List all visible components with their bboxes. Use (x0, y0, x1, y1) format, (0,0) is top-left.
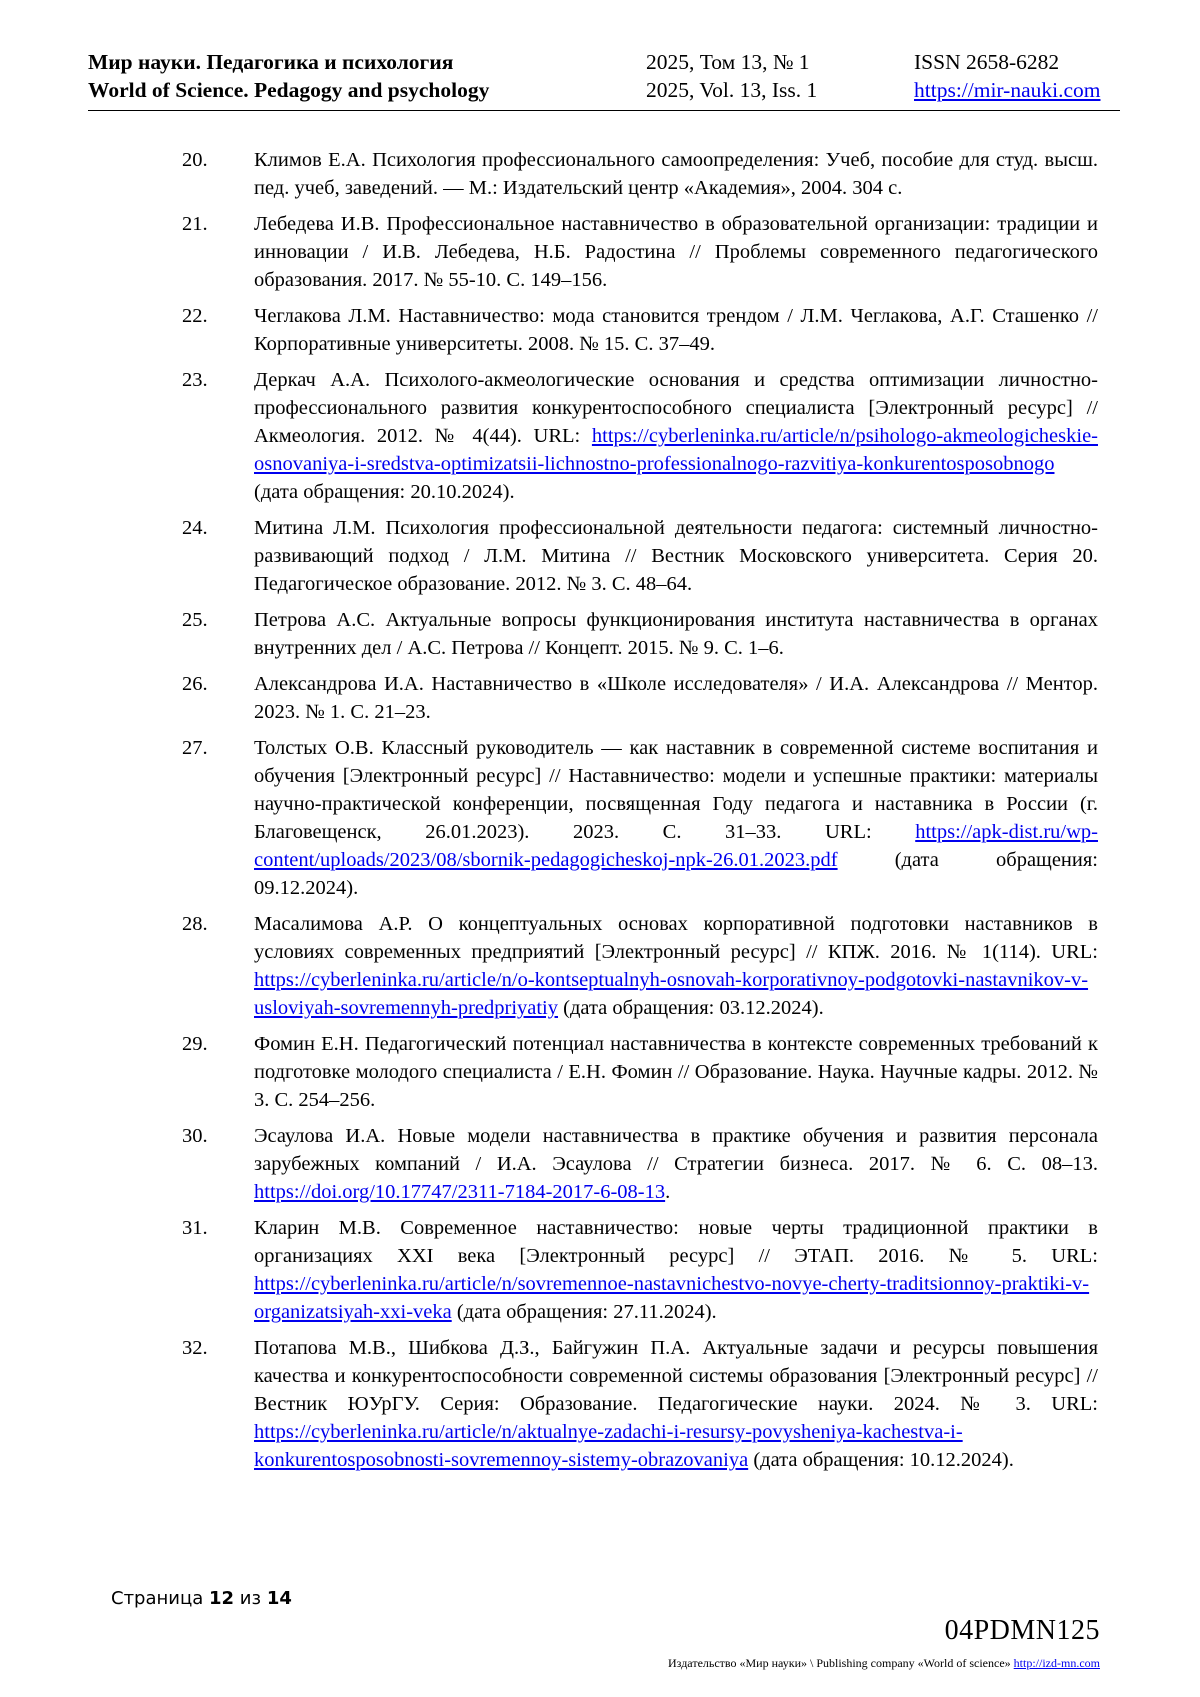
reference-body: Митина Л.М. Психология профессиональной деятельности педагога: системный личностно-развивающий подход / Л.М. Митина // Вестник Московского университета. Серия 20. Педагогическое образование. 2012. № 3. С. 48–64. (254, 517, 1098, 595)
reference-number: 26. (182, 673, 208, 695)
issue-en: 2025, Vol. 13, Iss. 1 (646, 78, 818, 102)
reference-body: Александрова И.А. Наставничество в «Школе исследователя» / И.А. Александрова // Ментор. 2023. № 1. С. 21–23. (254, 673, 1098, 723)
header-row-ru (88, 48, 1120, 76)
reference-number: 24. (182, 517, 208, 539)
reference-body: Деркач А.А. Психолого-акмеологические основания и средства оптимизации личностно-профессионального развития конкурентоспособного специалиста [Электронный ресурс] // Акмеология. 2012. № 4(44). URL: (254, 369, 1098, 447)
reference-body: Климов Е.А. Психология профессионального самоопределения: Учеб, пособие для студ. высш. пед. учеб, заведений. — М.: Издательский центр «Академия», 2004. 304 с. (254, 149, 1098, 199)
journal-title-ru: Мир науки. Педагогика и психология (88, 50, 454, 74)
reference-item (0, 670, 1200, 726)
reference-item (0, 146, 1200, 202)
header-site-wrap (914, 76, 1100, 104)
reference-text (254, 146, 1098, 202)
reference-number: 30. (182, 1125, 208, 1147)
header-divider (88, 110, 1120, 111)
reference-text (254, 910, 1098, 1022)
journal-site-link[interactable]: https://mir-nauki.com (914, 78, 1101, 102)
reference-text (254, 366, 1098, 506)
reference-text (254, 1214, 1098, 1326)
reference-item (0, 606, 1200, 662)
reference-item (0, 1030, 1200, 1114)
reference-body: Чеглакова Л.М. Наставничество: мода становится трендом / Л.М. Чеглакова, А.Г. Сташенко // Корпоративные университеты. 2008. № 15. С. 37–49. (254, 305, 1098, 355)
reference-text (254, 514, 1098, 598)
reference-number: 28. (182, 913, 208, 935)
reference-item (0, 1334, 1200, 1474)
page-total: 14 (266, 1588, 292, 1609)
reference-text (254, 210, 1098, 294)
reference-body: Масалимова А.Р. О концептуальных основах корпоративной подготовки наставников в условиях современных предприятий [Электронный ресурс] // КПЖ. 2016. № 1(114). URL: (254, 913, 1098, 963)
reference-access-date: (дата обращения: 03.12.2024). (558, 997, 824, 1019)
reference-link[interactable]: https://cyberleninka.ru/article/n/o-kontseptualnyh-osnovah-korporativnoy-podgotovki-nastavnikov-v-usloviyah-sovremennyh-predpriyatiy (254, 969, 1089, 1019)
reference-number: 25. (182, 609, 208, 631)
journal-title-en: World of Science. Pedagogy and psychology (88, 78, 490, 102)
reference-item (0, 734, 1200, 902)
reference-number: 23. (182, 369, 208, 391)
publisher-link[interactable]: http://izd-mn.com (1013, 1656, 1100, 1670)
reference-text (254, 670, 1098, 726)
reference-text (254, 302, 1098, 358)
reference-number: 32. (182, 1337, 208, 1359)
reference-access-date: (дата обращения: 10.12.2024). (748, 1449, 1014, 1471)
reference-body: Потапова М.В., Шибкова Д.З., Байгужин П.А. Актуальные задачи и ресурсы повышения качества и конкурентоспособности современной системы образования [Электронный ресурс] // Вестник ЮУрГУ. Серия: Образование. Педагогические науки. 2024. № 3. URL: (254, 1337, 1098, 1415)
reference-text (254, 734, 1098, 902)
reference-text (254, 1030, 1098, 1114)
issn: ISSN 2658-6282 (914, 50, 1060, 74)
reference-access-date: (дата обращения: 09.12.2024). (254, 849, 1098, 899)
reference-access-date: . (665, 1181, 671, 1203)
reference-list (0, 146, 1200, 1482)
reference-text (254, 606, 1098, 662)
reference-item (0, 1214, 1200, 1326)
reference-link[interactable]: https://doi.org/10.17747/2311-7184-2017-6-08-13 (254, 1181, 666, 1203)
reference-number: 21. (182, 213, 208, 235)
reference-number: 22. (182, 305, 208, 327)
reference-body: Петрова А.С. Актуальные вопросы функционирования института наставничества в органах внутренних дел / А.С. Петрова // Концепт. 2015. № 9. С. 1–6. (254, 609, 1098, 659)
reference-number: 29. (182, 1033, 208, 1055)
publisher-line (668, 1656, 1100, 1671)
reference-access-date: (дата обращения: 27.11.2024). (451, 1301, 717, 1323)
issue-ru: 2025, Том 13, № 1 (646, 50, 810, 74)
reference-text (254, 1334, 1098, 1474)
reference-body: Фомин Е.Н. Педагогический потенциал наставничества в контексте современных требований к подготовке молодого специалиста / Е.Н. Фомин // Образование. Наука. Научные кадры. 2012. № 3. С. 254–256. (254, 1033, 1098, 1111)
article-code: 04PDMN125 (944, 1615, 1100, 1646)
reference-body: Кларин М.В. Современное наставничество: новые черты традиционной практики в организациях XXI века [Электронный ресурс] // ЭТАП. 2016. № 5. URL: (254, 1217, 1098, 1267)
reference-number: 27. (182, 737, 208, 759)
reference-access-date: (дата обращения: 20.10.2024). (254, 481, 515, 503)
reference-body: Лебедева И.В. Профессиональное наставничество в образовательной организации: традиции и инновации / И.В. Лебедева, Н.Б. Радостина // Проблемы современного педагогического образования. 2017. № 55-10. С. 149–156. (254, 213, 1098, 291)
reference-item (0, 1122, 1200, 1206)
reference-item (0, 366, 1200, 506)
page-number: 12 (209, 1588, 235, 1609)
page-word: Страница (111, 1588, 204, 1609)
reference-body: Толстых О.В. Классный руководитель — как наставник в современной системе воспитания и обучения [Электронный ресурс] // Наставничество: модели и успешные практики: материалы научно-практической конференции, посвященная Году педагога и наставника в России (г. Благовещенск, 26.01.2023). 2023. С. 31–33. URL: (254, 737, 1098, 843)
reference-link[interactable]: https://apk-dist.ru/wp-content/uploads/2023/08/sbornik-pedagogicheskoj-npk-26.01.2023.pdf (254, 821, 1098, 871)
reference-number: 20. (182, 149, 208, 171)
reference-number: 31. (182, 1217, 208, 1239)
of-word: из (239, 1588, 262, 1609)
page-counter (111, 1588, 292, 1609)
reference-item (0, 514, 1200, 598)
reference-item (0, 210, 1200, 294)
reference-text (254, 1122, 1098, 1206)
reference-link[interactable]: https://cyberleninka.ru/article/n/psihologo-akmeologicheskie-osnovaniya-i-sredstva-optimizatsii-lichnostno-professionalnogo-razvitiya-konkurentosposobnogo (254, 425, 1098, 475)
reference-item (0, 910, 1200, 1022)
reference-item (0, 302, 1200, 358)
reference-body: Эсаулова И.А. Новые модели наставничества в практике обучения и развития персонала зарубежных компаний / И.А. Эсаулова // Стратегии бизнеса. 2017. № 6. С. 08–13. (254, 1125, 1098, 1175)
reference-link[interactable]: https://cyberleninka.ru/article/n/sovremennoe-nastavnichestvo-novye-cherty-traditsionnoy-praktiki-v-organizatsiyah-xxi-veka (254, 1273, 1090, 1323)
header-row-en (88, 76, 1120, 104)
reference-link[interactable]: https://cyberleninka.ru/article/n/aktualnye-zadachi-i-resursy-povysheniya-kachestva-i-konkurentosposobnosti-sovremennoy-sistemy-obrazovaniya (254, 1421, 963, 1471)
publisher-text: Издательство «Мир науки» \ Publishing company «World of science» (668, 1656, 1014, 1670)
page-header (88, 48, 1120, 104)
